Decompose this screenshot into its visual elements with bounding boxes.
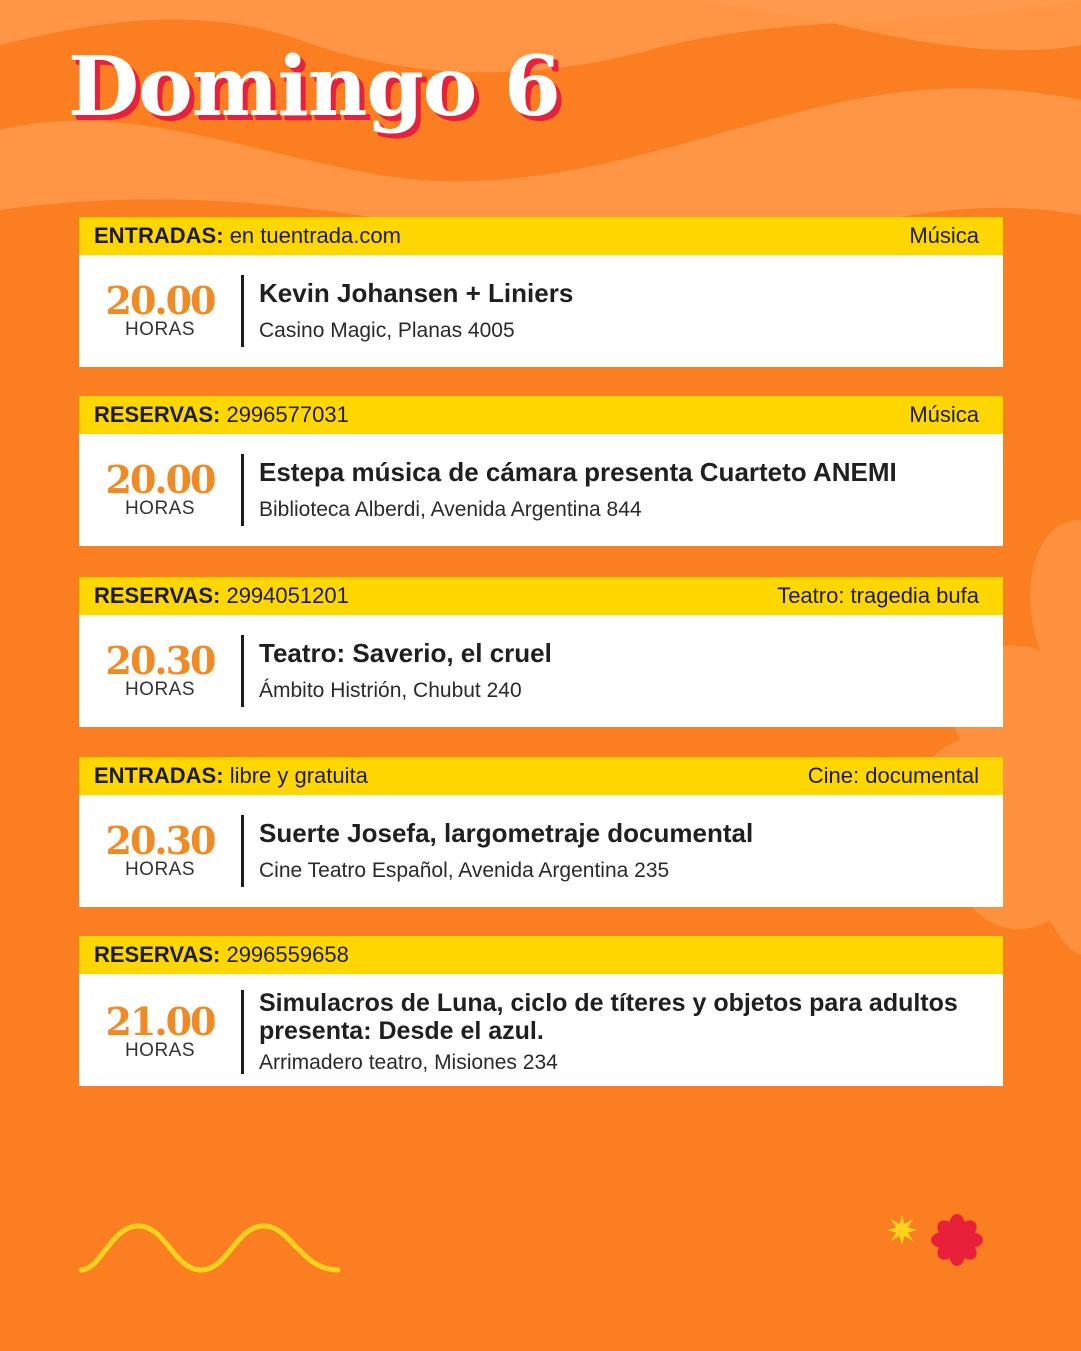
divider [241, 275, 244, 347]
event-venue: Casino Magic, Planas 4005 [259, 318, 515, 342]
ticket-label: RESERVAS: [94, 583, 221, 608]
time-value: 20.30 [105, 817, 215, 863]
time-value: 21.00 [105, 998, 215, 1044]
event-header-bar [79, 396, 1003, 434]
event-header-bar [79, 577, 1003, 615]
event-card [79, 577, 1003, 727]
ticket-label: ENTRADAS: [94, 763, 224, 788]
divider [241, 990, 244, 1074]
event-body [79, 434, 1003, 546]
event-body [79, 795, 1003, 907]
event-body [79, 255, 1003, 367]
event-header-bar [79, 757, 1003, 795]
event-body [79, 974, 1003, 1086]
event-title: Kevin Johansen + Liniers [259, 278, 574, 309]
event-header-bar [79, 217, 1003, 255]
event-time [79, 456, 241, 520]
event-info [259, 458, 983, 522]
time-unit: HORAS [124, 858, 196, 880]
ticket-info [94, 763, 368, 789]
ticket-info [94, 223, 401, 249]
event-info [259, 279, 983, 343]
event-info [259, 819, 983, 883]
event-title: Simulacros de Luna, ciclo de títeres y objetos para adultos presenta: Desde el azul. [259, 989, 958, 1045]
divider [241, 635, 244, 707]
event-time [79, 998, 241, 1062]
ticket-value: 2994051201 [226, 583, 349, 608]
ticket-value: libre y gratuita [229, 763, 368, 788]
event-info [259, 639, 983, 703]
time-value: 20.00 [105, 277, 215, 323]
event-time [79, 277, 241, 341]
time-value: 20.30 [105, 637, 215, 683]
ticket-value: 2996577031 [226, 402, 349, 427]
event-title: Estepa música de cámara presenta Cuarteto ANEMI [259, 457, 897, 488]
event-card [79, 217, 1003, 367]
event-venue: Arrimadero teatro, Misiones 234 [259, 1051, 558, 1074]
event-title: Teatro: Saverio, el cruel [259, 638, 552, 669]
ticket-info [94, 583, 349, 609]
event-category: Música [909, 402, 979, 427]
event-category: Cine: documental [807, 763, 979, 788]
time-value: 20.00 [105, 456, 215, 502]
event-card [79, 396, 1003, 546]
event-body [79, 615, 1003, 727]
ticket-label: RESERVAS: [94, 402, 221, 427]
event-info [259, 989, 983, 1075]
event-time [79, 817, 241, 881]
event-card [79, 757, 1003, 907]
time-unit: HORAS [124, 1039, 196, 1061]
event-category: Música [909, 223, 979, 248]
yellow-wave-line-icon [76, 1218, 346, 1280]
ticket-value: 2996559658 [226, 942, 349, 967]
yellow-star-icon [886, 1214, 918, 1246]
time-unit: HORAS [124, 318, 196, 340]
page-title: Domingo 6 [68, 39, 560, 135]
divider [241, 815, 244, 887]
event-venue: Cine Teatro Español, Avenida Argentina 235 [259, 858, 670, 882]
time-unit: HORAS [124, 497, 196, 519]
event-venue: Ámbito Histrión, Chubut 240 [259, 678, 522, 702]
ticket-value: en tuentrada.com [229, 223, 401, 248]
divider [241, 454, 244, 526]
event-card [79, 936, 1003, 1086]
ticket-label: RESERVAS: [94, 942, 221, 967]
ticket-info [94, 402, 349, 428]
red-flower-icon [930, 1213, 984, 1267]
ticket-label: ENTRADAS: [94, 223, 224, 248]
event-time [79, 637, 241, 701]
time-unit: HORAS [124, 678, 196, 700]
event-title: Suerte Josefa, largometraje documental [259, 818, 754, 849]
event-venue: Biblioteca Alberdi, Avenida Argentina 844 [259, 497, 642, 521]
ticket-info [94, 942, 349, 968]
event-category: Teatro: tragedia bufa [777, 583, 979, 608]
event-header-bar [79, 936, 1003, 974]
